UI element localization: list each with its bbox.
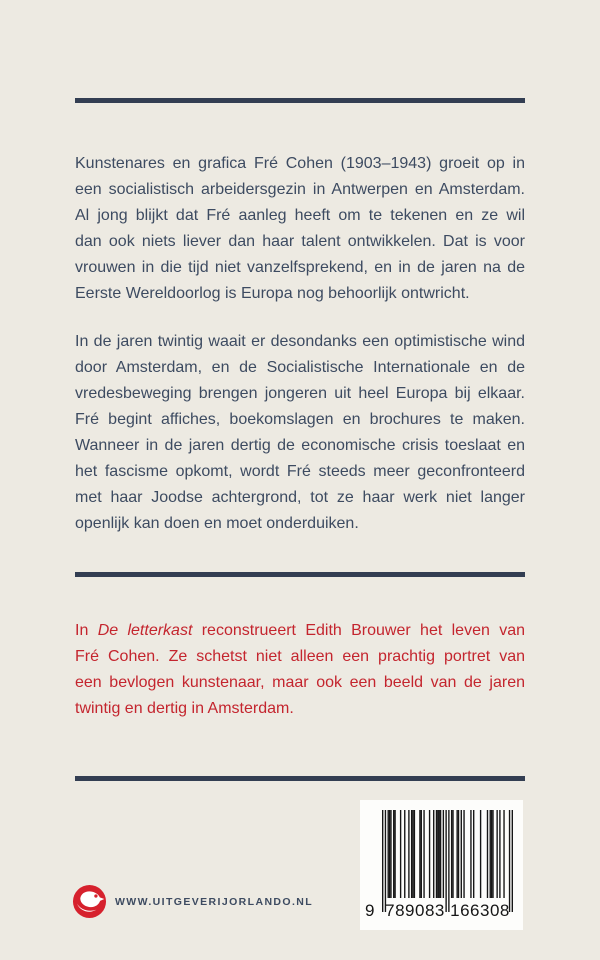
- text-line: vredesbeweging brengen jongeren uit heel Europa bij elkaar.: [75, 385, 525, 402]
- book-title-italic: De letterkast: [97, 622, 193, 639]
- text-line: Eerste Wereldoorlog is Europa nog behoorlijk ontwricht.: [75, 285, 470, 302]
- text-line: Fré begint affiches, boekomslagen en brochures te maken.: [75, 411, 525, 428]
- text-line: het fascisme opkomt, wordt Fré steeds meer geconfronteerd: [75, 463, 525, 480]
- text-line: met haar Joodse achtergrond, tot ze haar werk niet langer: [75, 489, 525, 506]
- text-line: door Amsterdam, en de Socialistische Internationale en de: [75, 359, 525, 376]
- blurb-first-line: [75, 618, 525, 644]
- paragraph-biography-2: [75, 329, 525, 537]
- text-line: een socialistisch arbeidersgezin in Antwerpen en Amsterdam.: [75, 181, 525, 198]
- text-line: Wanneer in de jaren dertig de economische crisis toeslaat en: [75, 437, 525, 454]
- barcode-digits-right: 166308: [450, 901, 510, 920]
- barcode: [360, 800, 523, 930]
- divider-top: [75, 98, 525, 103]
- barcode-digit-lead: 9: [365, 901, 375, 920]
- text-line: dan ook niets liever dan haar talent ontwikkelen. Dat is voor: [75, 233, 525, 250]
- text-line: Al jong blijkt dat Fré aanleg heeft om te tekenen en ze wil: [75, 207, 525, 224]
- divider-bottom: [75, 776, 525, 781]
- divider-middle: [75, 572, 525, 577]
- publisher-bird-logo-icon: [72, 884, 107, 919]
- text-line: vrouwen in die tijd niet vanzelfsprekend, en in de jaren na de: [75, 259, 525, 276]
- text-line: openlijk kan doen en moet onderduiken.: [75, 515, 359, 532]
- text-line: In de jaren twintig waait er desondanks een optimistische wind: [75, 333, 525, 350]
- paragraph-blurb: [75, 618, 525, 722]
- text-line: een bevlogen kunstenaar, maar ook een beeld van de jaren: [75, 674, 525, 691]
- text-line: Fré Cohen. Ze schetst niet alleen een prachtig portret van: [75, 648, 525, 665]
- barcode-bars-icon: [382, 810, 513, 912]
- barcode-digits-left: 789083: [385, 901, 445, 920]
- publisher-website: WWW.UITGEVERIJORLANDO.NL: [115, 896, 314, 908]
- text-line: Kunstenares en grafica Fré Cohen (1903–1943) groeit op in: [75, 155, 525, 172]
- blurb-prefix: In: [75, 622, 98, 639]
- paragraph-biography-1: [75, 151, 525, 307]
- text-line: twintig en dertig in Amsterdam.: [75, 700, 294, 717]
- blurb-rest: reconstrueert Edith Brouwer het leven van: [192, 622, 525, 639]
